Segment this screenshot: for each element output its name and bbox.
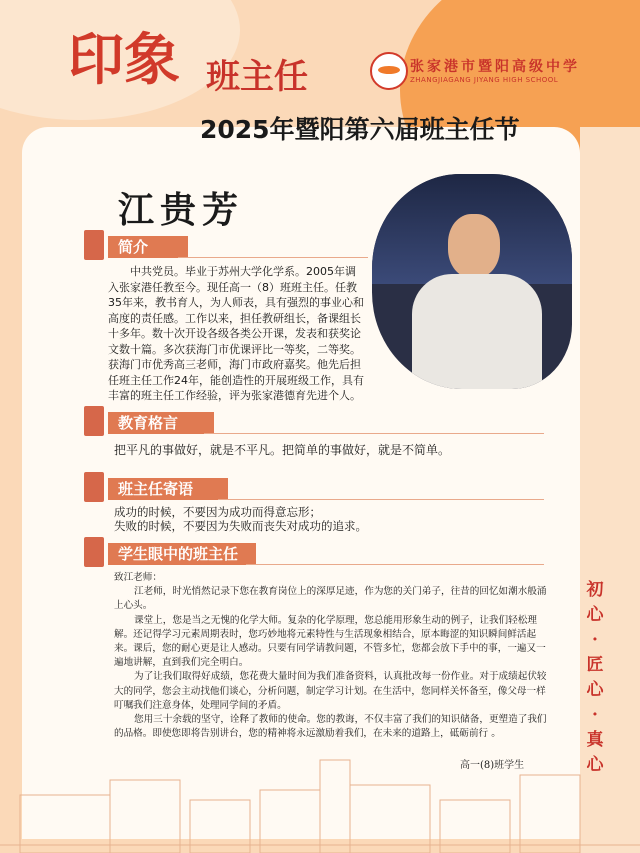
festival-title: 2025年暨阳第六届班主任节 [200,115,520,144]
section-tag-student-view: 学生眼中的班主任 [108,543,256,565]
section-divider [246,564,544,565]
teacher-name: 江贵芳 [118,189,245,231]
title-yinxiang: 印象 [68,27,180,93]
letter-paragraph: 江老师，时光悄然记录下您在教育岗位上的深厚足迹，作为您的关门弟子，往昔的回忆如潮水般涌上心头。 [114,586,547,612]
letter-greeting: 致江老师： [114,572,162,583]
campus-illustration [0,755,640,853]
teacher-photo [372,174,572,389]
letter-paragraph: 您用三十余载的坚守，诠释了教师的使命。您的教诲，不仅丰富了我们的知识储备，更塑造了我们的品格。即使您即将告别讲台，您的精神将永远激励着我们，在未来的道路上，砥砺前行 。 [114,714,547,740]
school-logo-icon [370,52,408,90]
section-divider [204,433,544,434]
title-banzhuren: 班主任 [206,57,308,97]
section-divider [218,499,544,500]
letter-signature: 高一(8)班学生 [460,760,525,771]
motto-text: 把平凡的事做好，就是不平凡。把简单的事做好，就是不简单。 [114,443,451,457]
section-tag-intro: 简介 [108,236,188,258]
intro-text: 中共党员。毕业于苏州大学化学系。2005年调入张家港任教至今。现任高一（8）班班主任。任教35年来，教书育人，为人师表，具有强烈的事业心和高度的责任感。工作以来，担任教研组长，备课组长十多年。数十次开设各级各类公开课，发表和获奖论文数十篇。多次获海门市优课评比一等奖，二等奖。获海门市优秀高三老师，海门市政府嘉奖。他先后担任班主任工作24年，能创造性的开展班级工作，具有丰富的班主任工作经验，评为张家港德育先进个人。 [108,265,364,402]
letter-paragraph: 为了让我们取得好成绩，您花费大量时间为我们准备资料，认真批改每一份作业。对于成绩起伏较大的同学，您会主动找他们谈心，分析问题，制定学习计划。在生活中，您同样关怀备至，像父母一样叮嘱我们注意身体，处理同学间的矛盾。 [114,671,547,711]
photo-shirt [412,274,542,389]
section-tag-motto: 教育格言 [108,412,214,434]
message-line-1: 成功的时候，不要因为成功而得意忘形； [114,505,321,519]
school-name-en: ZHANGJIAGANG JIYANG HIGH SCHOOL [410,76,559,84]
message-line-2: 失败的时候，不要因为失败而丧失对成功的追求。 [114,519,367,533]
side-vertical-slogan: 初心·匠心·真心 [586,580,604,775]
school-name-cn: 张家港市暨阳高级中学 [410,59,580,75]
section-divider [178,257,368,258]
photo-head [448,214,500,278]
student-letter [114,571,554,741]
section-tag-message: 班主任寄语 [108,478,228,500]
letter-paragraph: 课堂上，您是当之无愧的化学大师。复杂的化学原理，您总能用形象生动的例子，让我们轻松理解。还记得学习元素周期表时，您巧妙地将元素特性与生活现象相结合，原本晦涩的知识瞬间鲜活起来。课后，您的耐心更是让人感动。只要有同学请教问题，不管多忙，您都会放下手中的事，一遍又一遍地讲解，直到我们完全明白。 [114,614,546,669]
